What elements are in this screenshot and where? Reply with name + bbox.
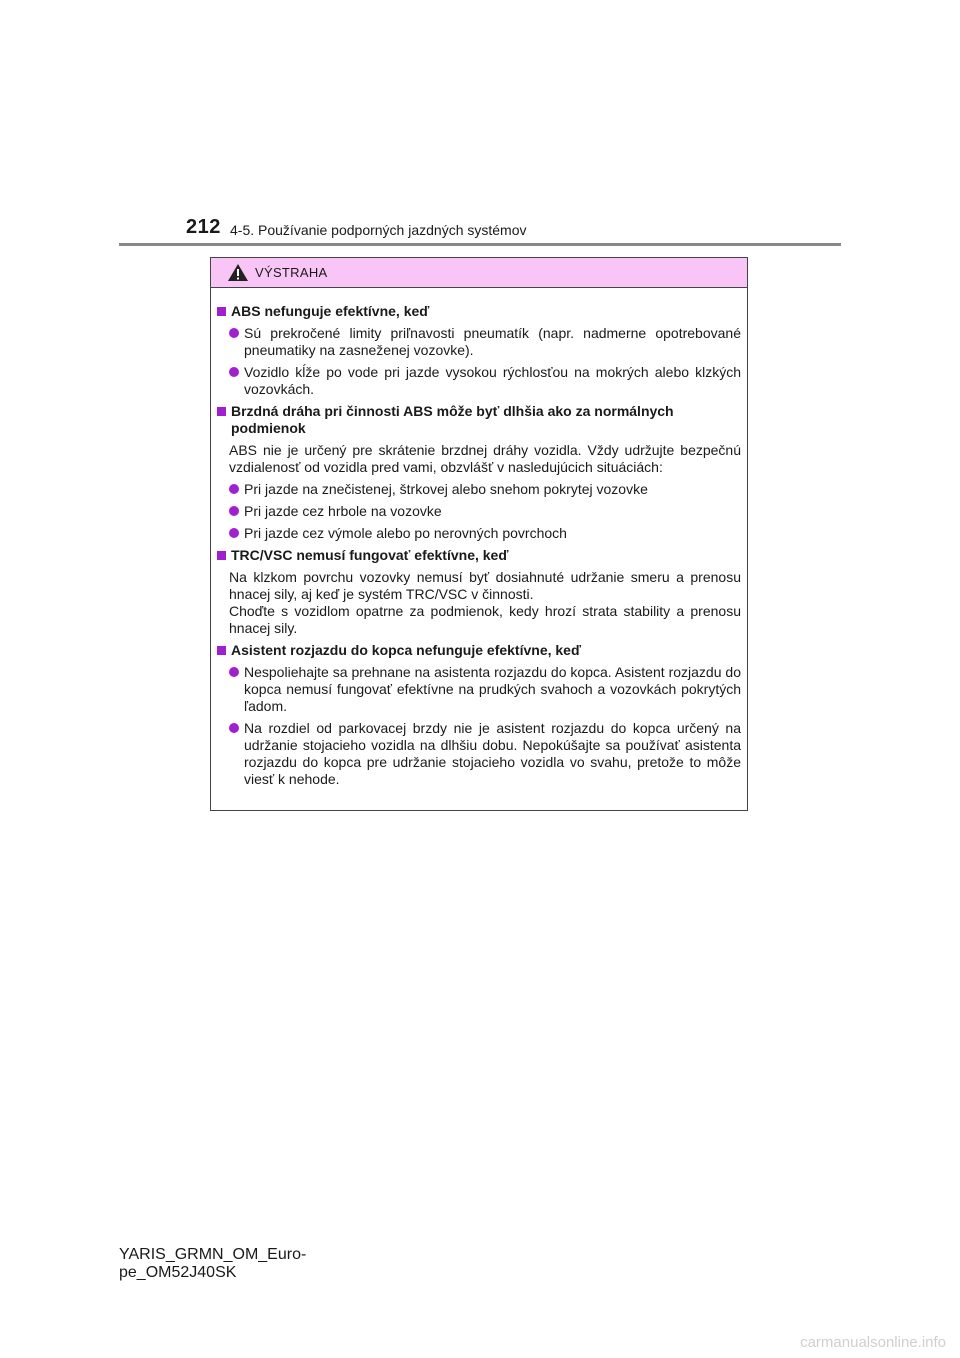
section-heading — [217, 547, 741, 564]
list-item-text: Pri jazde na znečistenej, štrkovej alebo snehom pokrytej vozovke — [244, 481, 648, 497]
section-heading — [217, 403, 741, 437]
watermark: carmanualsonline.info — [800, 1334, 946, 1351]
round-bullet-icon — [229, 723, 239, 733]
section-heading — [217, 642, 741, 659]
warning-triangle-icon — [227, 263, 249, 282]
warning-label: VÝSTRAHA — [255, 265, 328, 280]
section-heading-text: Brzdná dráha pri činnosti ABS môže byť dlhšia ako za normálnych podmienok — [231, 403, 674, 436]
header-rule — [119, 243, 841, 246]
list-item-text: Pri jazde cez hrbole na vozovke — [244, 503, 442, 519]
paragraph: Choďte s vozidlom opatrne za podmienok, kedy hrozí strata stability a prenosu hnacej sily. — [229, 603, 741, 636]
paragraph: ABS nie je určený pre skrátenie brzdnej dráhy vozidla. Vždy udržujte bezpečnú vzdialenosť od vozidla pred vami, obzvlášť v nasledujúcich situáciách: — [229, 442, 741, 475]
paragraph: Na klzkom povrchu vozovky nemusí byť dosiahnuté udržanie smeru a prenosu hnacej sily, aj keď je systém TRC/VSC v činnosti. — [229, 569, 741, 602]
section-heading-text: TRC/VSC nemusí fungovať efektívne, keď — [231, 547, 509, 563]
section-heading-text: Asistent rozjazdu do kopca nefunguje efektívne, keď — [231, 642, 582, 658]
list-item — [229, 503, 741, 520]
warning-box — [210, 257, 748, 811]
list-item-text: Pri jazde cez výmole alebo po nerovných povrchoch — [244, 525, 567, 541]
list-item — [229, 664, 741, 715]
list-item-text: Na rozdiel od parkovacej brzdy nie je asistent rozjazdu do kopca určený na udržanie stojacieho vozidla na dlhšiu dobu. Nepokúšajte sa používať asistenta rozjazdu do kopca pre udržanie stojacieho vozidla vo svahu, pretože to môže viesť k nehode. — [244, 720, 741, 787]
list-item-text: Sú prekročené limity priľnavosti pneumatík (napr. nadmerne opotrebované pneumatiky na zasneženej vozovke). — [244, 325, 741, 358]
list-item-text: Nespoliehajte sa prehnane na asistenta rozjazdu do kopca. Asistent rozjazdu do kopca nemusí fungovať efektívne na prudkých svahoch a vozovkách pokrytých ľadom. — [244, 664, 741, 714]
square-bullet-icon — [217, 646, 226, 655]
section-heading-text: ABS nefunguje efektívne, keď — [231, 303, 430, 319]
page-number: 212 — [186, 216, 221, 238]
list-item — [229, 525, 741, 542]
list-item-text: Vozidlo kĺže po vode pri jazde vysokou rýchlosťou na mokrých alebo klzkých vozovkách. — [244, 364, 741, 397]
round-bullet-icon — [229, 667, 239, 677]
square-bullet-icon — [217, 551, 226, 560]
square-bullet-icon — [217, 307, 226, 316]
list-item — [229, 481, 741, 498]
list-item — [229, 720, 741, 788]
warning-header — [211, 258, 747, 288]
warning-body — [211, 288, 747, 788]
square-bullet-icon — [217, 407, 226, 416]
round-bullet-icon — [229, 528, 239, 538]
document-code-line: YARIS_GRMN_OM_Euro- — [119, 1246, 307, 1263]
round-bullet-icon — [229, 506, 239, 516]
round-bullet-icon — [229, 367, 239, 377]
document-code — [119, 1246, 306, 1282]
section-title: 4-5. Používanie podporných jazdných systémov — [230, 222, 527, 238]
round-bullet-icon — [229, 484, 239, 494]
round-bullet-icon — [229, 328, 239, 338]
document-code-line: pe_OM52J40SK — [119, 1264, 237, 1281]
list-item — [229, 364, 741, 398]
section-heading — [217, 303, 741, 320]
list-item — [229, 325, 741, 359]
